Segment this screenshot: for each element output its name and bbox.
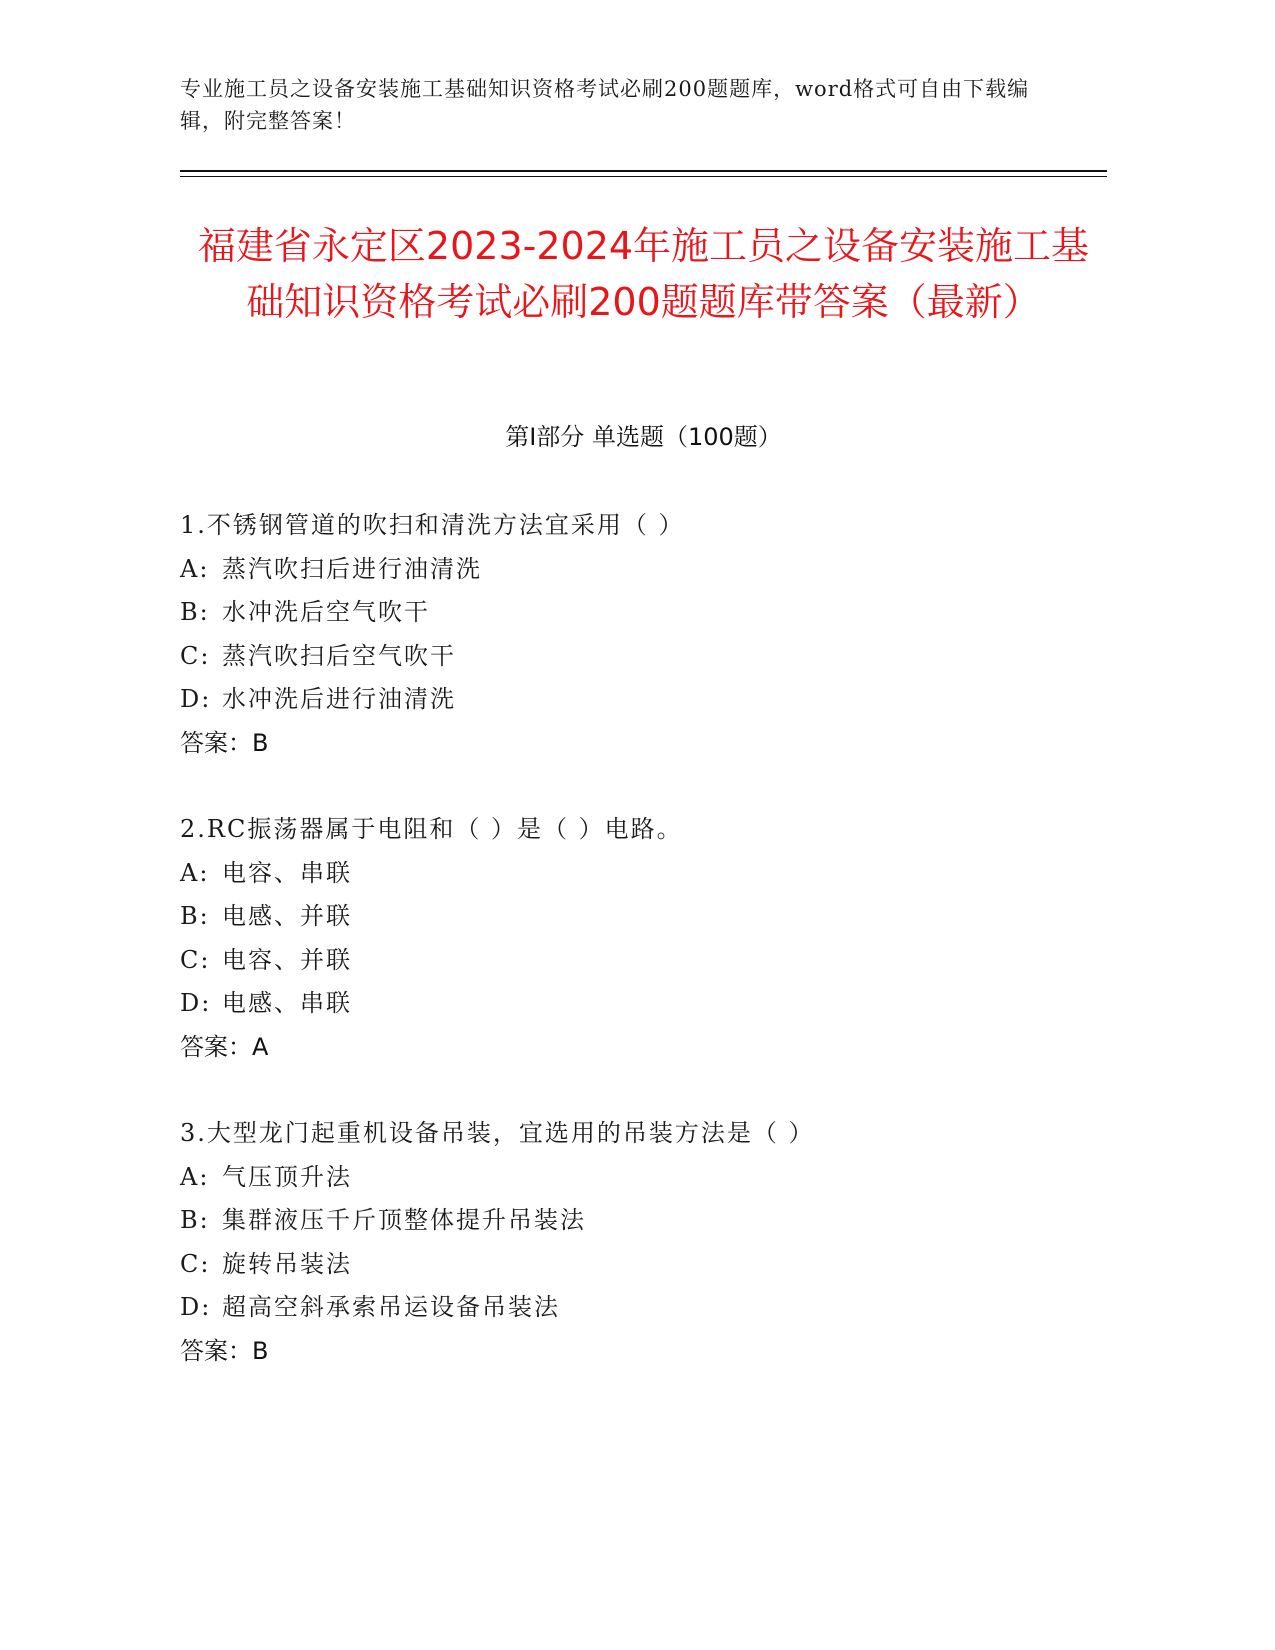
question-stem: 2.RC振荡器属于电阻和（ ）是（ ）电路。 — [180, 815, 683, 843]
option-text: 超高空斜承索吊运设备吊装法 — [222, 1293, 560, 1321]
question-stem: 3.大型龙门起重机设备吊装，宜选用的吊装方法是（ ） — [180, 1119, 815, 1147]
section-heading: 第I部分 单选题（100题） — [505, 423, 782, 451]
option-letter: A: — [180, 554, 210, 583]
header-note: 专业施工员之设备安装施工基础知识资格考试必刷200题题库，word格式可自由下载编辑，附完整答案！ — [180, 77, 1030, 133]
option-text: 电感、串联 — [222, 989, 352, 1017]
option-a — [180, 548, 1107, 592]
option-letter: A: — [180, 1162, 210, 1191]
option-letter: D: — [180, 685, 212, 713]
option-text: 蒸汽吹扫后进行油清洗 — [222, 554, 482, 583]
option-text: 蒸汽吹扫后空气吹干 — [222, 641, 456, 670]
option-letter: C: — [180, 945, 211, 974]
header-divider-thin — [180, 176, 1107, 177]
document-title: 福建省永定区2023-2024年施工员之设备安装施工基础知识资格考试必刷200题题库带答案（最新） — [197, 224, 1090, 324]
option-c — [180, 1243, 1107, 1287]
option-text: 水冲洗后进行油清洗 — [222, 685, 456, 713]
option-text: 集群液压千斤顶整体提升吊装法 — [222, 1206, 586, 1234]
option-c — [180, 635, 1107, 679]
question-list — [180, 504, 1107, 1416]
answer-line: 答案：B — [180, 1336, 269, 1365]
option-letter: D: — [180, 1293, 212, 1321]
option-text: 电容、并联 — [222, 945, 352, 974]
option-letter: B: — [180, 598, 210, 626]
option-text: 电容、串联 — [222, 858, 352, 887]
question-item — [180, 1112, 1107, 1373]
question-item — [180, 504, 1107, 765]
option-letter: C: — [180, 641, 211, 670]
option-a — [180, 1156, 1107, 1200]
option-b — [180, 1199, 1107, 1243]
header-divider-thick — [180, 170, 1107, 172]
option-text: 气压顶升法 — [222, 1162, 352, 1191]
option-text: 水冲洗后空气吹干 — [222, 598, 430, 626]
option-d — [180, 1286, 1107, 1330]
option-letter: B: — [180, 902, 210, 930]
option-d — [180, 982, 1107, 1026]
option-d — [180, 678, 1107, 722]
question-item — [180, 808, 1107, 1069]
option-a — [180, 852, 1107, 896]
answer-line: 答案：B — [180, 728, 269, 757]
question-stem: 1.不锈钢管道的吹扫和清洗方法宜采用（ ） — [180, 511, 685, 539]
option-c — [180, 939, 1107, 983]
option-letter: A: — [180, 858, 210, 887]
option-b — [180, 591, 1107, 635]
option-letter: B: — [180, 1206, 210, 1234]
option-text: 旋转吊装法 — [222, 1249, 352, 1278]
option-text: 电感、并联 — [222, 902, 352, 930]
option-letter: D: — [180, 989, 212, 1017]
answer-line: 答案：A — [180, 1032, 269, 1061]
option-letter: C: — [180, 1249, 211, 1278]
option-b — [180, 895, 1107, 939]
